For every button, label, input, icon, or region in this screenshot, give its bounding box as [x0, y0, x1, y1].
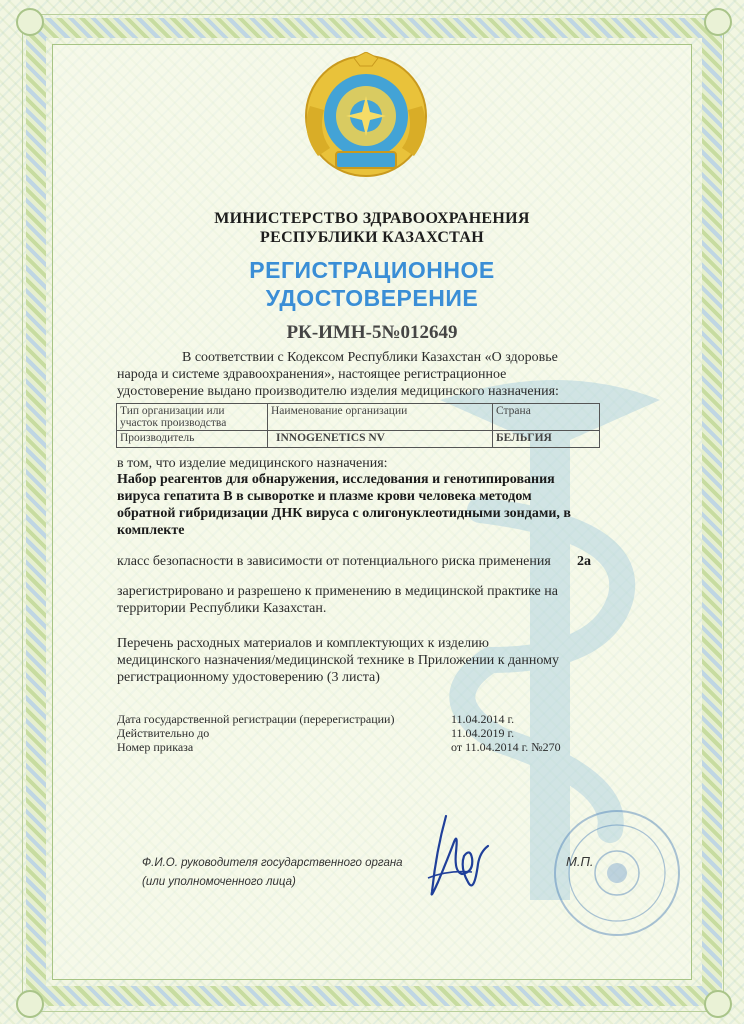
- appendix-line: регистрационному удостоверению (3 листа): [117, 670, 380, 685]
- row-type: Производитель: [117, 431, 268, 448]
- registration-line: зарегистрировано и разрешено к применению в медицинской практике на: [117, 584, 558, 599]
- manufacturer-table: [116, 403, 600, 448]
- order-number-value: от 11.04.2014 г. №270: [451, 740, 561, 754]
- safety-class-value: 2а: [577, 554, 591, 569]
- table-header-cell: [117, 404, 268, 431]
- table-header-cell: [493, 404, 600, 431]
- registration-date-value: 11.04.2014 г.: [451, 712, 515, 726]
- certificate-number: РК-ИМН-5№012649: [286, 322, 458, 343]
- authorized-person-label: (или уполномоченного лица): [142, 876, 296, 888]
- ministry-name-line2: РЕСПУБЛИКИ КАЗАХСТАН: [260, 229, 484, 246]
- table-header-row: [117, 404, 600, 431]
- stamp-place-label: М.П.: [566, 854, 594, 869]
- header-type-line1: Тип организации или: [120, 405, 225, 417]
- document-title-line2: УДОСТОВЕРЕНИЕ: [265, 285, 479, 311]
- header-type-line2: участок производства: [120, 417, 227, 429]
- registration-date-label: Дата государственной регистрации (перерегистрации): [117, 712, 395, 726]
- appendix-line: Перечень расходных материалов и комплектующих к изделию: [117, 636, 490, 651]
- registration-line: территории Республики Казахстан.: [117, 601, 327, 616]
- head-of-agency-label: Ф.И.О. руководителя государственного органа: [142, 857, 403, 869]
- table-row: [117, 431, 600, 448]
- row-country: БЕЛЬГИЯ: [493, 431, 600, 448]
- order-number-label: Номер приказа: [117, 740, 194, 754]
- product-lead: в том, что изделие медицинского назначения:: [117, 456, 388, 471]
- intro-line: В соответствии с Кодексом Республики Казахстан «О здоровье: [182, 350, 558, 365]
- state-emblem-icon: [296, 52, 436, 184]
- valid-until-label: Действительно до: [117, 726, 210, 740]
- header-country: Страна: [496, 405, 531, 417]
- signature-icon: [418, 812, 498, 902]
- official-seal-icon: [552, 808, 682, 938]
- product-name-line: Набор реагентов для обнаружения, исследования и генотипирования: [117, 472, 555, 487]
- intro-line: народа и системе здравоохранения», настоящее регистрационное: [117, 367, 507, 382]
- product-name-line: вируса гепатита В в сыворотке и плазме крови человека методом: [117, 489, 532, 504]
- safety-class-label: класс безопасности в зависимости от потенциального риска применения: [117, 554, 551, 569]
- product-name-line: обратной гибридизации ДНК вируса с олигонуклеотидными зондами, в: [117, 506, 571, 521]
- appendix-line: медицинского назначения/медицинской технике в Приложении к данному: [117, 653, 559, 668]
- document-title-line1: РЕГИСТРАЦИОННОЕ: [249, 257, 495, 283]
- intro-line: удостоверение выдано производителю изделия медицинского назначения:: [117, 384, 559, 399]
- corner-rosette: [704, 8, 732, 36]
- corner-rosette: [16, 8, 44, 36]
- row-organization: INNOGENETICS NV: [268, 431, 493, 448]
- corner-rosette: [16, 990, 44, 1018]
- valid-until-value: 11.04.2019 г.: [451, 726, 515, 740]
- product-name-line: комплекте: [117, 523, 185, 538]
- header-name: Наименование организации: [271, 405, 408, 417]
- table-header-cell: [268, 404, 493, 431]
- corner-rosette: [704, 990, 732, 1018]
- ministry-name-line1: МИНИСТЕРСТВО ЗДРАВООХРАНЕНИЯ: [214, 210, 530, 227]
